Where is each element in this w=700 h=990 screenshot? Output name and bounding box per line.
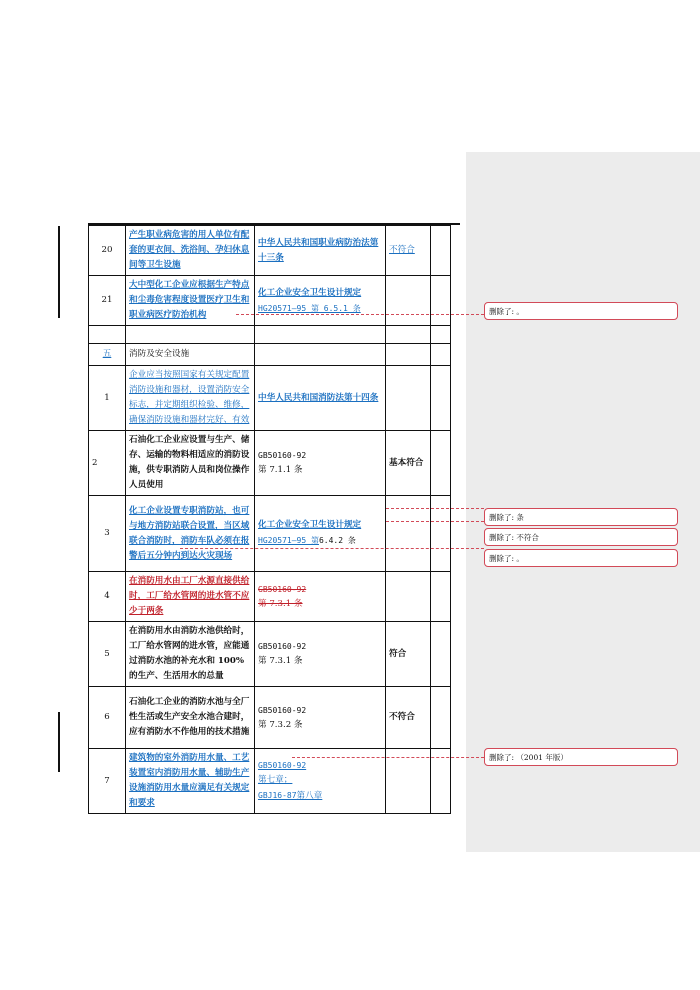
row-number: 5 [89,622,126,687]
remark-cell [431,572,451,622]
comment-leader-line [292,757,484,758]
table-row [89,366,451,431]
result-cell: 不符合 [386,687,431,749]
table-row [89,226,451,276]
comment-leader-line [180,548,484,549]
table-row [89,749,451,814]
section-title: 消防及安全设施 [126,344,255,366]
requirement-cell: 石油化工企业的消防水池与全厂性生活或生产安全水池合建时，应有消防水不作他用的技术措施 [126,687,255,749]
result-cell: 基本符合 [386,431,431,496]
section-number: 五 [89,344,126,366]
remark-cell [431,366,451,431]
result-cell [386,749,431,814]
comment-leader-line [386,521,484,522]
basis-cell: 化工企业安全卫生设计规定 HG20571—95 第 6.5.1 条 [255,276,386,326]
result-cell: 符合 [386,622,431,687]
requirement-cell: 建筑物的室外消防用水量、工艺装置室内消防用水量、辅助生产设施消防用水量应满足有关规定和要求 [126,749,255,814]
table-row [89,431,451,496]
table-row [89,687,451,749]
comment-leader-line [236,314,484,315]
requirement-cell: 企业应当按照国家有关规定配置消防设施和器材，设置消防安全标志，并定期组织检验、维修，确保消防设施和器材完好、有效 [126,366,255,431]
row-number: 21 [89,276,126,326]
comment-balloon[interactable]: 删除了: （2001 年版） [484,748,678,766]
requirement-cell: 大中型化工企业应根据生产特点和尘毒危害程度设置医疗卫生和职业病医疗防治机构 [126,276,255,326]
row-number: 7 [89,749,126,814]
result-cell: 不符合 [386,226,431,276]
basis-cell: 中华人民共和国消防法第十四条 [255,366,386,431]
requirement-cell: 化工企业设置专职消防站，也可与地方消防站联合设置，当区域联合消防时，消防车队必须在报警后五分钟内到达火灾现场 [126,496,255,572]
result-cell [386,276,431,326]
row-number: 1 [89,366,126,431]
requirement-cell: 石油化工企业应设置与生产、储存、运输的物料相适应的消防设施，供专职消防人员和岗位操作人员使用 [126,431,255,496]
table-row [89,622,451,687]
comment-balloon[interactable]: 删除了: 。 [484,302,678,320]
remark-cell [431,749,451,814]
section-header-row [89,344,451,366]
basis-cell: 化工企业安全卫生设计规定 HG20571—95 第6.4.2 条 [255,496,386,572]
basis-cell: GB50160-92 第 7.3.1 条 [255,622,386,687]
comment-balloon[interactable]: 删除了: 不符合 [484,528,678,546]
result-cell [386,366,431,431]
table-row [89,276,451,326]
change-bar [58,226,60,318]
basis-cell: GB50160-92 第七章； GBJ16-87第八章 [255,749,386,814]
basis-cell: 中华人民共和国职业病防治法第十三条 [255,226,386,276]
comment-balloon[interactable]: 删除了: 条 [484,508,678,526]
remark-cell [431,687,451,749]
comment-margin-panel [466,152,700,852]
comment-balloon[interactable]: 删除了: 。 [484,549,678,567]
row-number: 20 [89,226,126,276]
row-number: 3 [89,496,126,572]
remark-cell [431,431,451,496]
remark-cell [431,496,451,572]
remark-cell [431,622,451,687]
remark-cell [431,226,451,276]
comment-leader-line [386,508,484,509]
row-number: 6 [89,687,126,749]
requirement-cell: 产生职业病危害的用人单位有配套的更衣间、洗浴间、孕妇休息间等卫生设施 [126,226,255,276]
basis-cell: GB50160-92 第 7.3.2 条 [255,687,386,749]
row-number: 2 [89,431,126,496]
basis-cell: GB50160-92 第 7.1.1 条 [255,431,386,496]
table-row [89,572,451,622]
change-bar [58,712,60,772]
row-number: 4 [89,572,126,622]
result-cell [386,496,431,572]
table-row-empty [89,326,451,344]
basis-cell: GB50160-92 第 7.3.1 条 [255,572,386,622]
requirement-cell: 在消防用水由消防水池供给时，工厂给水管网的进水管，应能通过消防水池的补充水和 100% 的生产、生活用水的总量 [126,622,255,687]
requirement-cell: 在消防用水由工厂水源直接供给时，工厂给水管网的进水管不应少于两条 [126,572,255,622]
table-row [89,496,451,572]
result-cell [386,572,431,622]
remark-cell [431,276,451,326]
